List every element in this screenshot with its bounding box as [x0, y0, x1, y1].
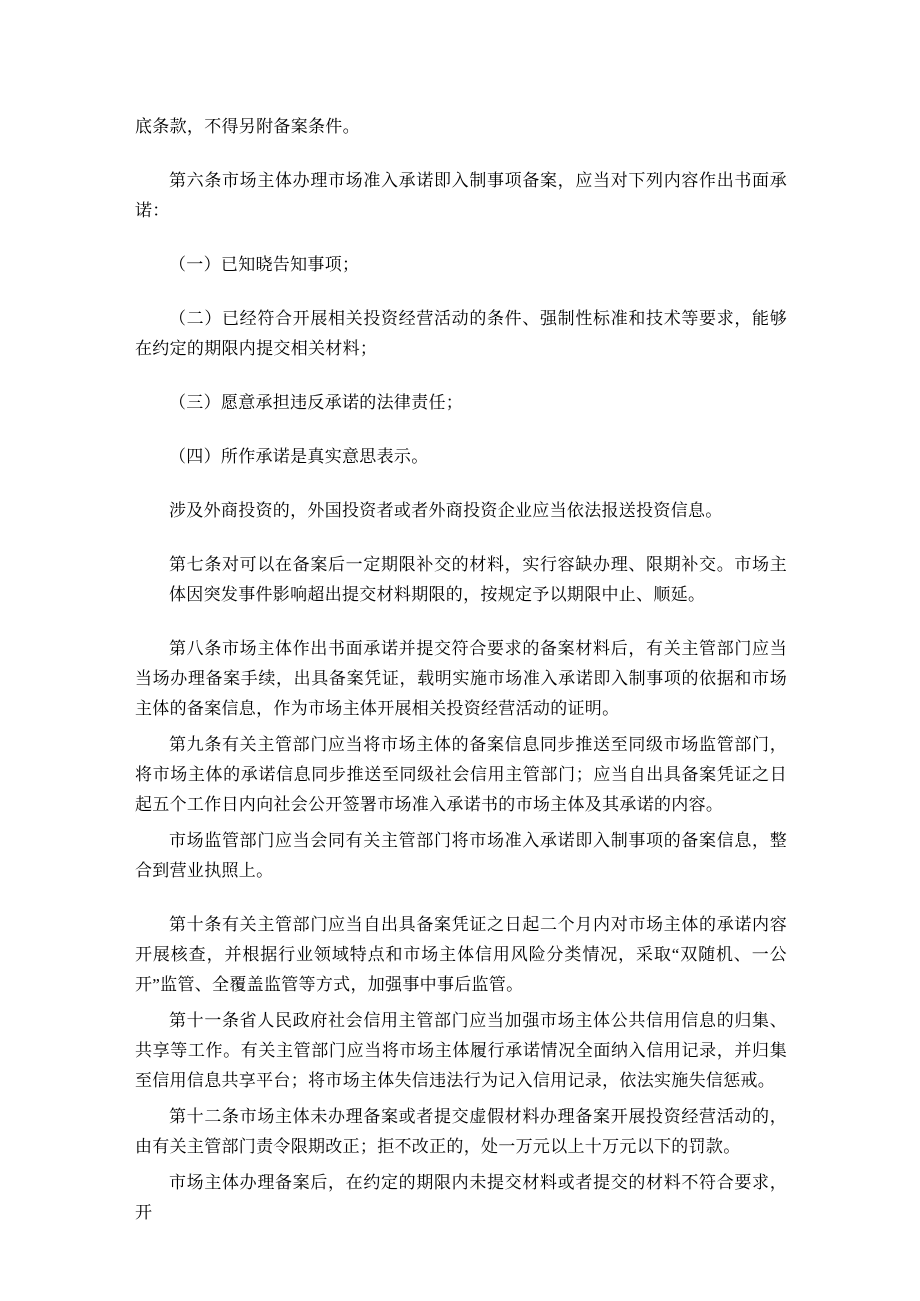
paragraph: 第七条对可以在备案后一定期限补交的材料，实行容缺办理、限期补交。市场主体因突发事件影响超出提交材料期限的，按规定予以期限中止、顺延。	[169, 555, 787, 604]
paragraph: 第九条有关主管部门应当将市场主体的备案信息同步推送至同级市场监管部门，将市场主体的承诺信息同步推送至同级社会信用主管部门；应当自出具备案凭证之日起五个工作日内向社会公开签署市场准入承诺书的市场主体及其承诺的内容。	[135, 735, 787, 814]
paragraph: 市场监管部门应当会同有关主管部门将市场准入承诺即入制事项的备案信息，整合到营业执照上。	[135, 831, 787, 880]
paragraph: 第十一条省人民政府社会信用主管部门应当加强市场主体公共信用信息的归集、共享等工作。有关主管部门应当将市场主体履行承诺情况全面纳入信用记录，并归集至信用信息共享平台；将市场主体失信违法行为记入信用记录，依法实施失信惩戒。	[135, 1011, 787, 1090]
paragraph: （二）已经符合开展相关投资经营活动的条件、强制性标准和技术等要求，能够在约定的期限内提交相关材料；	[135, 309, 787, 358]
paragraph: 第十条有关主管部门应当自出具备案凭证之日起二个月内对市场主体的承诺内容开展核查，并根据行业领域特点和市场主体信用风险分类情况，采取“双随机、一公开”监管、全覆盖监管等方式，加强事中事后监管。	[135, 915, 787, 994]
document-content	[135, 112, 787, 1234]
paragraph: 第八条市场主体作出书面承诺并提交符合要求的备案材料后，有关主管部门应当当场办理备案手续，出具备案凭证，载明实施市场准入承诺即入制事项的依据和市场主体的备案信息，作为市场主体开展相关投资经营活动的证明。	[135, 639, 787, 718]
paragraph: 第十二条市场主体未办理备案或者提交虚假材料办理备案开展投资经营活动的，由有关主管部门责令限期改正；拒不改正的，处一万元以上十万元以下的罚款。	[135, 1107, 787, 1156]
paragraph: 市场主体办理备案后，在约定的期限内未提交材料或者提交的材料不符合要求，开	[135, 1173, 787, 1222]
paragraph: 第六条市场主体办理市场准入承诺即入制事项备案，应当对下列内容作出书面承诺：	[135, 171, 787, 220]
paragraph: （三）愿意承担违反承诺的法律责任；	[169, 393, 464, 412]
paragraph: 底条款，不得另附备案条件。	[135, 117, 360, 136]
paragraph: 涉及外商投资的，外国投资者或者外商投资企业应当依法报送投资信息。	[169, 501, 723, 520]
paragraph: （一）已知晓告知事项；	[169, 255, 360, 274]
paragraph: （四）所作承诺是真实意思表示。	[169, 447, 429, 466]
